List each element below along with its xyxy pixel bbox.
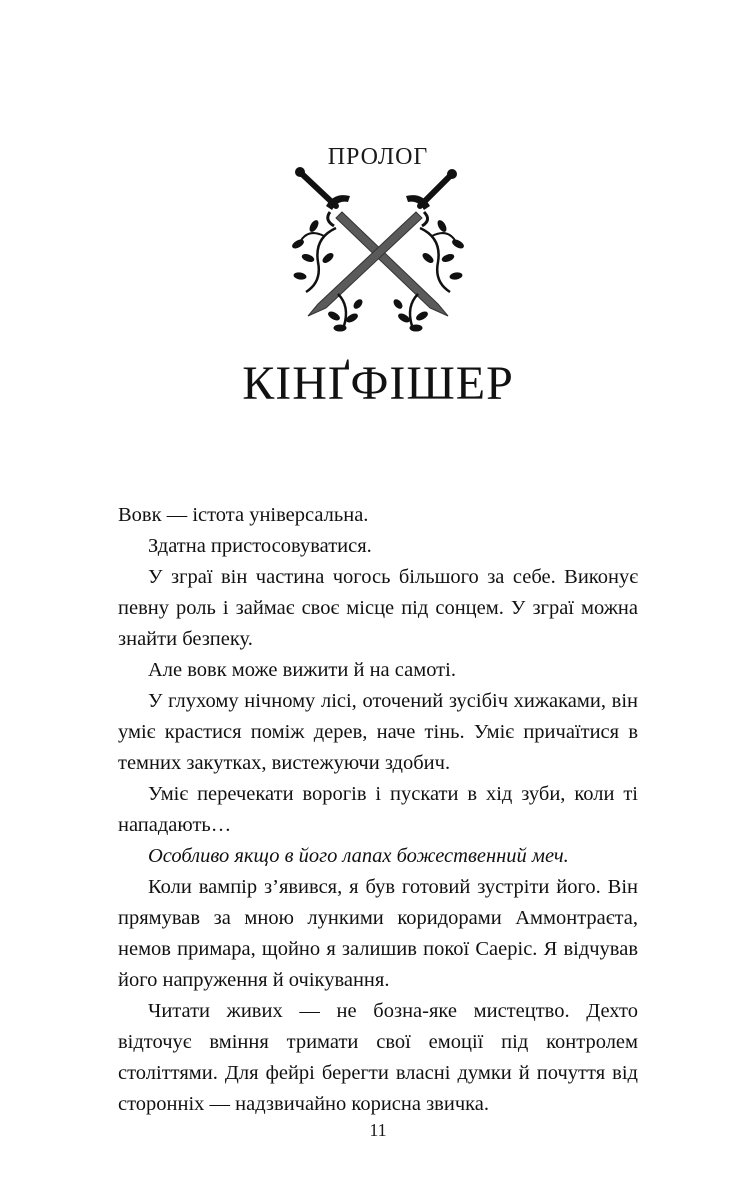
chapter-title: КІНҐФІШЕР [242, 357, 514, 410]
paragraph: Читати живих — не бозна-яке мистецтво. Дехто відточує вміння тримати свої емоції під контролем століттями. Для фейрі берегти власні думки й почуття від сторонніх — надзвичайно корисна звичка. [118, 1000, 638, 1115]
paragraph: Вовк — істота універсальна. [118, 504, 369, 526]
paragraph: Але вовк може вижити й на самоті. [148, 659, 456, 681]
paragraph: Коли вампір з’явився, я був готовий зустріти його. Він прямував за мною лункими коридорами Аммонтраєта, немов примара, щойно я залишив покої Саеріс. Я відчував його напруження й очікування. [118, 876, 638, 991]
paragraph-italic: Особливо якщо в його лапах божественний меч. [148, 845, 569, 867]
sword-left-icon [295, 167, 448, 316]
paragraph: Здатна пристосовуватися. [148, 535, 372, 557]
page-number: 11 [369, 1120, 387, 1140]
section-label: ПРОЛОГ [327, 144, 429, 170]
paragraph: У глухому нічному лісі, оточений зусібіч хижаками, він уміє крастися поміж дерев, наче тінь. Уміє причаїтися в темних закутках, вистежуючи здобич. [118, 690, 638, 774]
paragraph: Уміє перечекати ворогів і пускати в хід зуби, коли ті нападають… [118, 783, 638, 836]
crossed-swords-with-vines-icon [278, 166, 478, 338]
body-text [118, 500, 638, 1120]
paragraph: У зграї він частина чогось більшого за себе. Виконує певну роль і займає своє місце під сонцем. У зграї можна знайти безпеку. [118, 566, 638, 650]
